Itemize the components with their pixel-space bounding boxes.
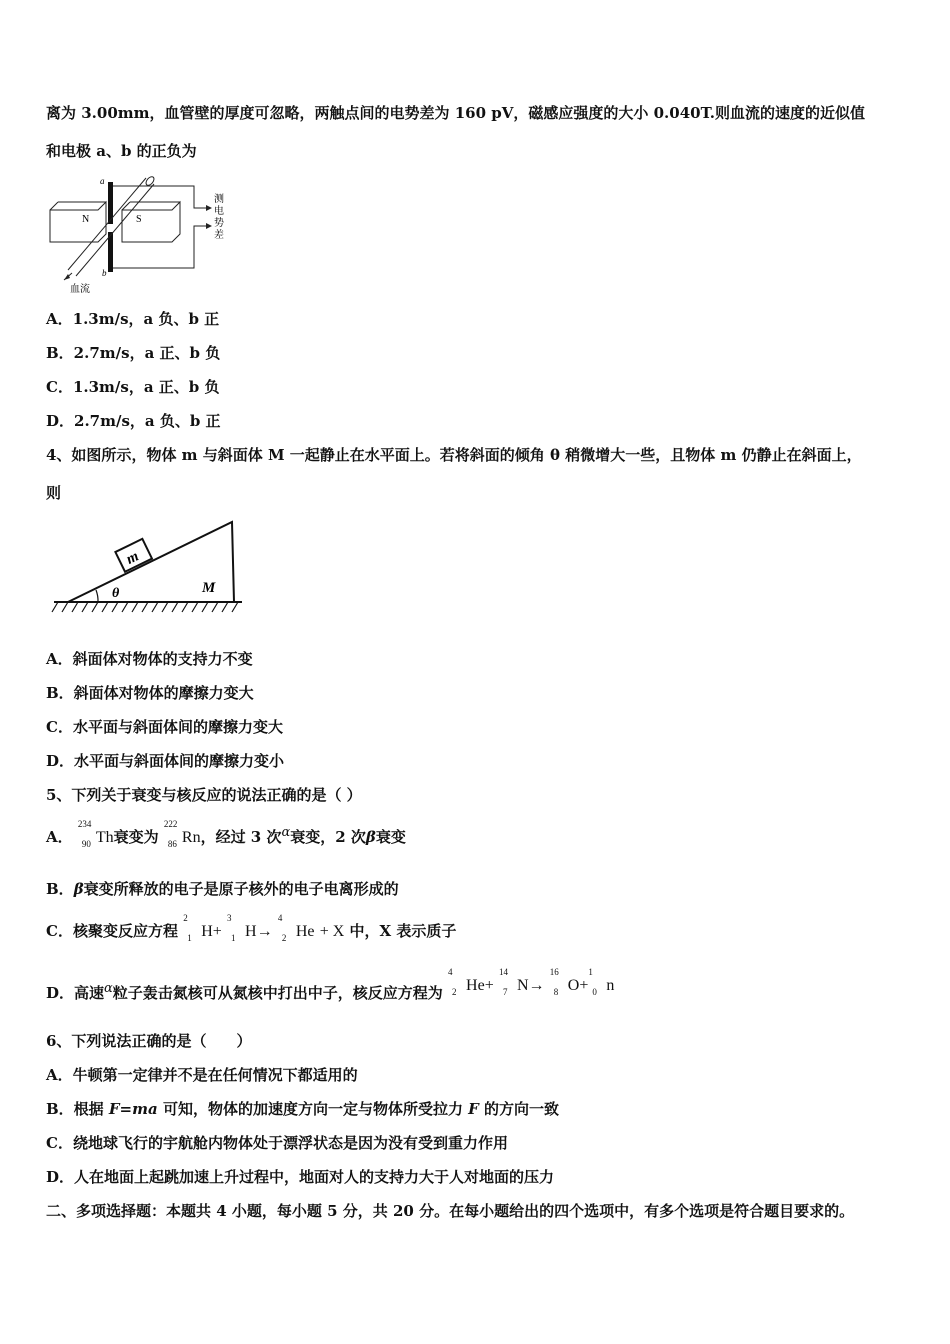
q3-stem-line1: 离为 3.00mm，血管壁的厚度可忽略，两触点间的电势差为 160 pV，磁感应强度的大小 0.040T.则血流的速度的近似值 — [46, 104, 866, 122]
q3-option-c: C．1.3m/s，a 正、b 负 — [46, 378, 220, 396]
q5c-suffix: 中，X 表示质子 — [349, 922, 457, 940]
nuclide-mass: 16 — [549, 967, 559, 977]
measure-label-4: 差 — [214, 230, 224, 241]
q5d-text: 粒子轰击氮核可从氮核中打出中子，核反应方程为 — [112, 984, 443, 1002]
q4-stem-line2: 则 — [46, 484, 62, 502]
alpha-symbol: α — [281, 825, 291, 840]
q3-option-a: A．1.3m/s，a 负、b 正 — [46, 310, 220, 328]
nuclide-z: 1 — [231, 933, 236, 943]
nuclide-n14 — [498, 967, 529, 997]
nuclide-symbol: Th — [95, 829, 114, 846]
q3-stem-line2: 和电极 a、b 的正负为 — [46, 142, 197, 160]
q6-option-d: D．人在地面上起跳加速上升过程中，地面对人的支持力大于人对地面的压力 — [46, 1168, 555, 1186]
nuclide-z: 2 — [452, 987, 457, 997]
nuclide-symbol: He — [466, 977, 485, 994]
q4-option-a: A．斜面体对物体的支持力不变 — [46, 650, 253, 668]
flowmeter-figure — [46, 172, 236, 297]
beta-symbol: β — [365, 828, 376, 846]
nuclide-o16 — [549, 967, 580, 997]
nuclide-mass: 2 — [183, 913, 188, 923]
q5a-text3: 衰变 — [375, 828, 406, 846]
q3-option-b: B．2.7m/s，a 正、b 负 — [46, 344, 221, 362]
q6-option-c: C．绕地球飞行的宇航舱内物体处于漂浮状态是因为没有受到重力作用 — [46, 1134, 508, 1152]
q5-stem: 5、下列关于衰变与核反应的说法正确的是（ ） — [46, 786, 362, 804]
nuclide-z: 90 — [81, 839, 91, 849]
mass-m-label: m — [123, 548, 142, 568]
nuclide-z: 0 — [592, 987, 597, 997]
plus-sign: + — [212, 923, 222, 940]
q4-option-d: D．水平面与斜面体间的摩擦力变小 — [46, 752, 285, 770]
electrode-b-label: b — [102, 268, 107, 278]
q5a-text1: ，经过 3 次 — [200, 828, 282, 846]
nuclide-symbol: n — [606, 977, 615, 994]
q5a-prefix: A． — [46, 828, 73, 846]
q6-option-a: A．牛顿第一定律并不是在任何情况下都适用的 — [46, 1066, 358, 1084]
q5c-prefix: C．核聚变反应方程 — [46, 922, 178, 940]
nuclide-h2 — [183, 913, 213, 943]
electrode-a-label: a — [100, 176, 105, 186]
nuclide-mass: 3 — [227, 913, 232, 923]
beta-symbol: β — [73, 880, 84, 898]
q5-option-d — [46, 967, 615, 1003]
wedge-M-label: M — [202, 580, 216, 596]
q6b-prefix: B．根据 — [46, 1100, 109, 1118]
nuclide-symbol: H — [245, 923, 257, 940]
q6b-mid: 可知，物体的加速度方向一定与物体所受拉力 — [157, 1100, 469, 1118]
q5-option-a — [46, 819, 406, 849]
nuclide-mass: 222 — [163, 819, 178, 829]
q4-option-b: B．斜面体对物体的摩擦力变大 — [46, 684, 254, 702]
arrow-sign: → — [528, 977, 545, 994]
q4-option-c: C．水平面与斜面体间的摩擦力变大 — [46, 718, 283, 736]
nuclide-z: 1 — [187, 933, 192, 943]
nuclide-z: 7 — [502, 987, 508, 997]
nuclide-symbol: Rn — [181, 829, 201, 846]
alpha-symbol: α — [104, 981, 113, 996]
measure-label-1: 测 — [214, 194, 224, 205]
q5b-text: 衰变所释放的电子是原子核外的电子电离形成的 — [83, 880, 399, 898]
equation-tail: + X — [319, 923, 345, 940]
plus-sign: + — [484, 977, 494, 994]
q5a-text2: 衰变，2 次 — [290, 828, 366, 846]
formula-f-ma: F=ma — [108, 1100, 158, 1118]
q6-option-b — [46, 1098, 559, 1119]
q4-stem-line1: 4、如图所示，物体 m 与斜面体 M 一起静止在水平面上。若将斜面的倾角 θ 稍微增大一些，且物体 m 仍静止在斜面上， — [46, 446, 862, 464]
nuclide-th234 — [77, 819, 114, 849]
magnet-n-label: N — [82, 214, 90, 225]
measure-label-2: 电 — [214, 206, 224, 217]
nuclide-symbol: He — [295, 923, 315, 940]
force-var: F — [468, 1100, 479, 1118]
q6-stem: 6、下列说法正确的是（ ） — [46, 1032, 252, 1050]
q3-option-d: D．2.7m/s，a 负、b 正 — [46, 412, 221, 430]
nuclide-mass: 234 — [77, 819, 92, 829]
q5-option-c — [46, 913, 457, 943]
magnet-s-label: S — [136, 214, 142, 225]
nuclide-he4 — [448, 967, 485, 997]
plus-sign: + — [579, 977, 589, 994]
nuclide-symbol: H — [201, 923, 213, 940]
q5a-mid: 衰变为 — [113, 828, 159, 846]
nuclide-h3 — [227, 913, 257, 943]
nuclide-symbol: O — [567, 977, 580, 994]
blood-flow-label: 血流 — [70, 284, 90, 295]
q5-option-b — [46, 878, 399, 899]
nuclide-z: 86 — [167, 839, 177, 849]
angle-theta-label: θ — [112, 586, 120, 601]
q5b-prefix: B． — [46, 880, 74, 898]
nuclide-mass: 4 — [448, 967, 453, 977]
nuclide-mass: 4 — [277, 913, 283, 923]
nuclide-he4 — [277, 913, 315, 943]
nuclide-mass: 14 — [498, 967, 508, 977]
nuclide-z: 8 — [553, 987, 559, 997]
nuclide-mass: 1 — [588, 967, 593, 977]
nuclide-symbol: N — [516, 977, 529, 994]
q5d-prefix: D．高速 — [46, 984, 105, 1002]
section-2-heading: 二、多项选择题：本题共 4 小题，每小题 5 分，共 20 分。在每小题给出的四个选项中，有多个选项是符合题目要求的。 — [46, 1202, 855, 1220]
nuclide-rn222 — [163, 819, 201, 849]
arrow-sign: → — [256, 923, 273, 940]
measure-label-3: 势 — [214, 218, 224, 229]
q6b-suffix: 的方向一致 — [478, 1100, 560, 1118]
incline-figure — [50, 518, 250, 618]
nuclide-neutron — [588, 967, 615, 997]
nuclide-z: 2 — [281, 933, 287, 943]
